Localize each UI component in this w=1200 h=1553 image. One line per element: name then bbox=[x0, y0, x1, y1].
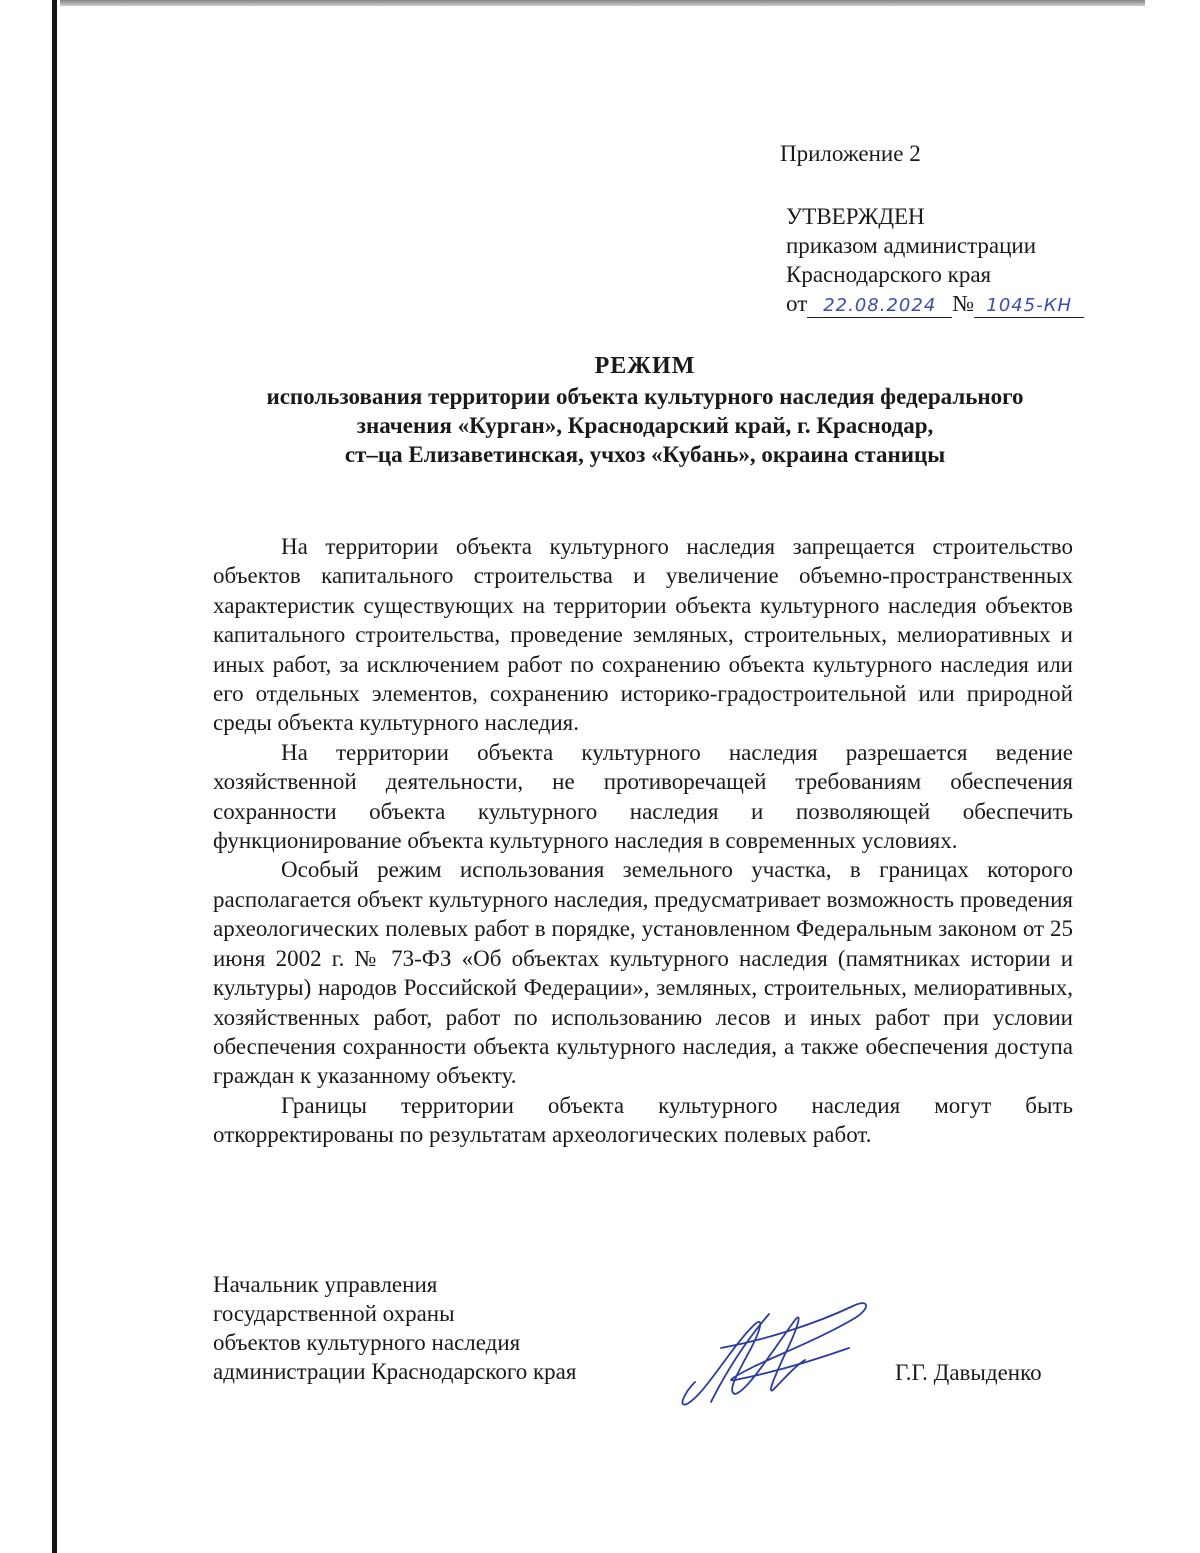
handwritten-signature bbox=[665, 1290, 885, 1420]
title-line-3: ст–ца Елизаветинская, учхоз «Кубань», окраина станицы bbox=[344, 442, 946, 467]
handwritten-date: 22.08.2024 bbox=[807, 295, 952, 318]
title-main: РЕЖИМ bbox=[594, 353, 696, 379]
approved-line-1: приказом администрации bbox=[786, 233, 1037, 258]
signatory-name: Г.Г. Давыденко bbox=[895, 1360, 1042, 1385]
handwritten-number: 1045-КН bbox=[974, 295, 1084, 318]
title-line-1: использования территории объекта культурного наследия федерального bbox=[266, 384, 1024, 409]
body-paragraph: Особый режим использования земельного участка, в границах которого располагается объект культурного наследия, предусматривает возможность проведения археологических полевых работ в порядке, установленном Федеральным законом от 25 июня 2002 г. № 73-ФЗ «Об объектах культурного наследия (памятниках истории и культуры) народов Российской Федерации», земляных, строительных, мелиоративных, хозяйственных работ, работ по использованию лесов и иных работ при условии обеспечения сохранности объекта культурного наследия, а также обеспечения доступа граждан к указанному объекту. bbox=[213, 857, 1073, 1089]
title-line-2: значения «Курган», Краснодарский край, г. Краснодар, bbox=[356, 413, 934, 438]
scan-top-edge bbox=[60, 0, 1145, 6]
approval-block bbox=[786, 202, 1084, 318]
number-sign: № bbox=[952, 291, 975, 316]
appendix-label: Приложение 2 bbox=[780, 141, 921, 166]
body-paragraph: Границы территории объекта культурного наследия могут быть откорректированы по результатам археологических полевых работ. bbox=[213, 1092, 1073, 1148]
body-paragraph: На территории объекта культурного наследия запрещается строительство объектов капитального строительства и увеличение объемно-пространственных характеристик существующих на территории объекта культурного наследия объектов капитального строительства, проведение земляных, строительных, мелиоративных и иных работ, за исключением работ по сохранению объекта культурного наследия или его отдельных элементов, сохранению историко-градостроительной или природной среды объекта культурного наследия. bbox=[213, 534, 1073, 736]
scan-left-edge bbox=[52, 0, 57, 1553]
position-line-2: государственной охраны bbox=[213, 1301, 455, 1326]
document-body bbox=[213, 532, 1073, 1150]
from-prefix: от bbox=[786, 291, 808, 316]
signatory-position bbox=[213, 1270, 576, 1386]
approved-line-2: Краснодарского края bbox=[786, 262, 992, 287]
document-title bbox=[180, 352, 1110, 469]
position-line-4: администрации Краснодарского края bbox=[213, 1359, 577, 1384]
body-paragraph: На территории объекта культурного наследия разрешается ведение хозяйственной деятельности, не противоречащей требованиям обеспечения сохранности объекта культурного наследия и позволяющей обеспечить функционирование объекта культурного наследия в современных условиях. bbox=[213, 739, 1073, 854]
position-line-1: Начальник управления bbox=[213, 1272, 438, 1297]
approved-heading: УТВЕРЖДЕН bbox=[786, 204, 925, 229]
order-date-line bbox=[786, 289, 1084, 318]
position-line-3: объектов культурного наследия bbox=[213, 1330, 521, 1355]
